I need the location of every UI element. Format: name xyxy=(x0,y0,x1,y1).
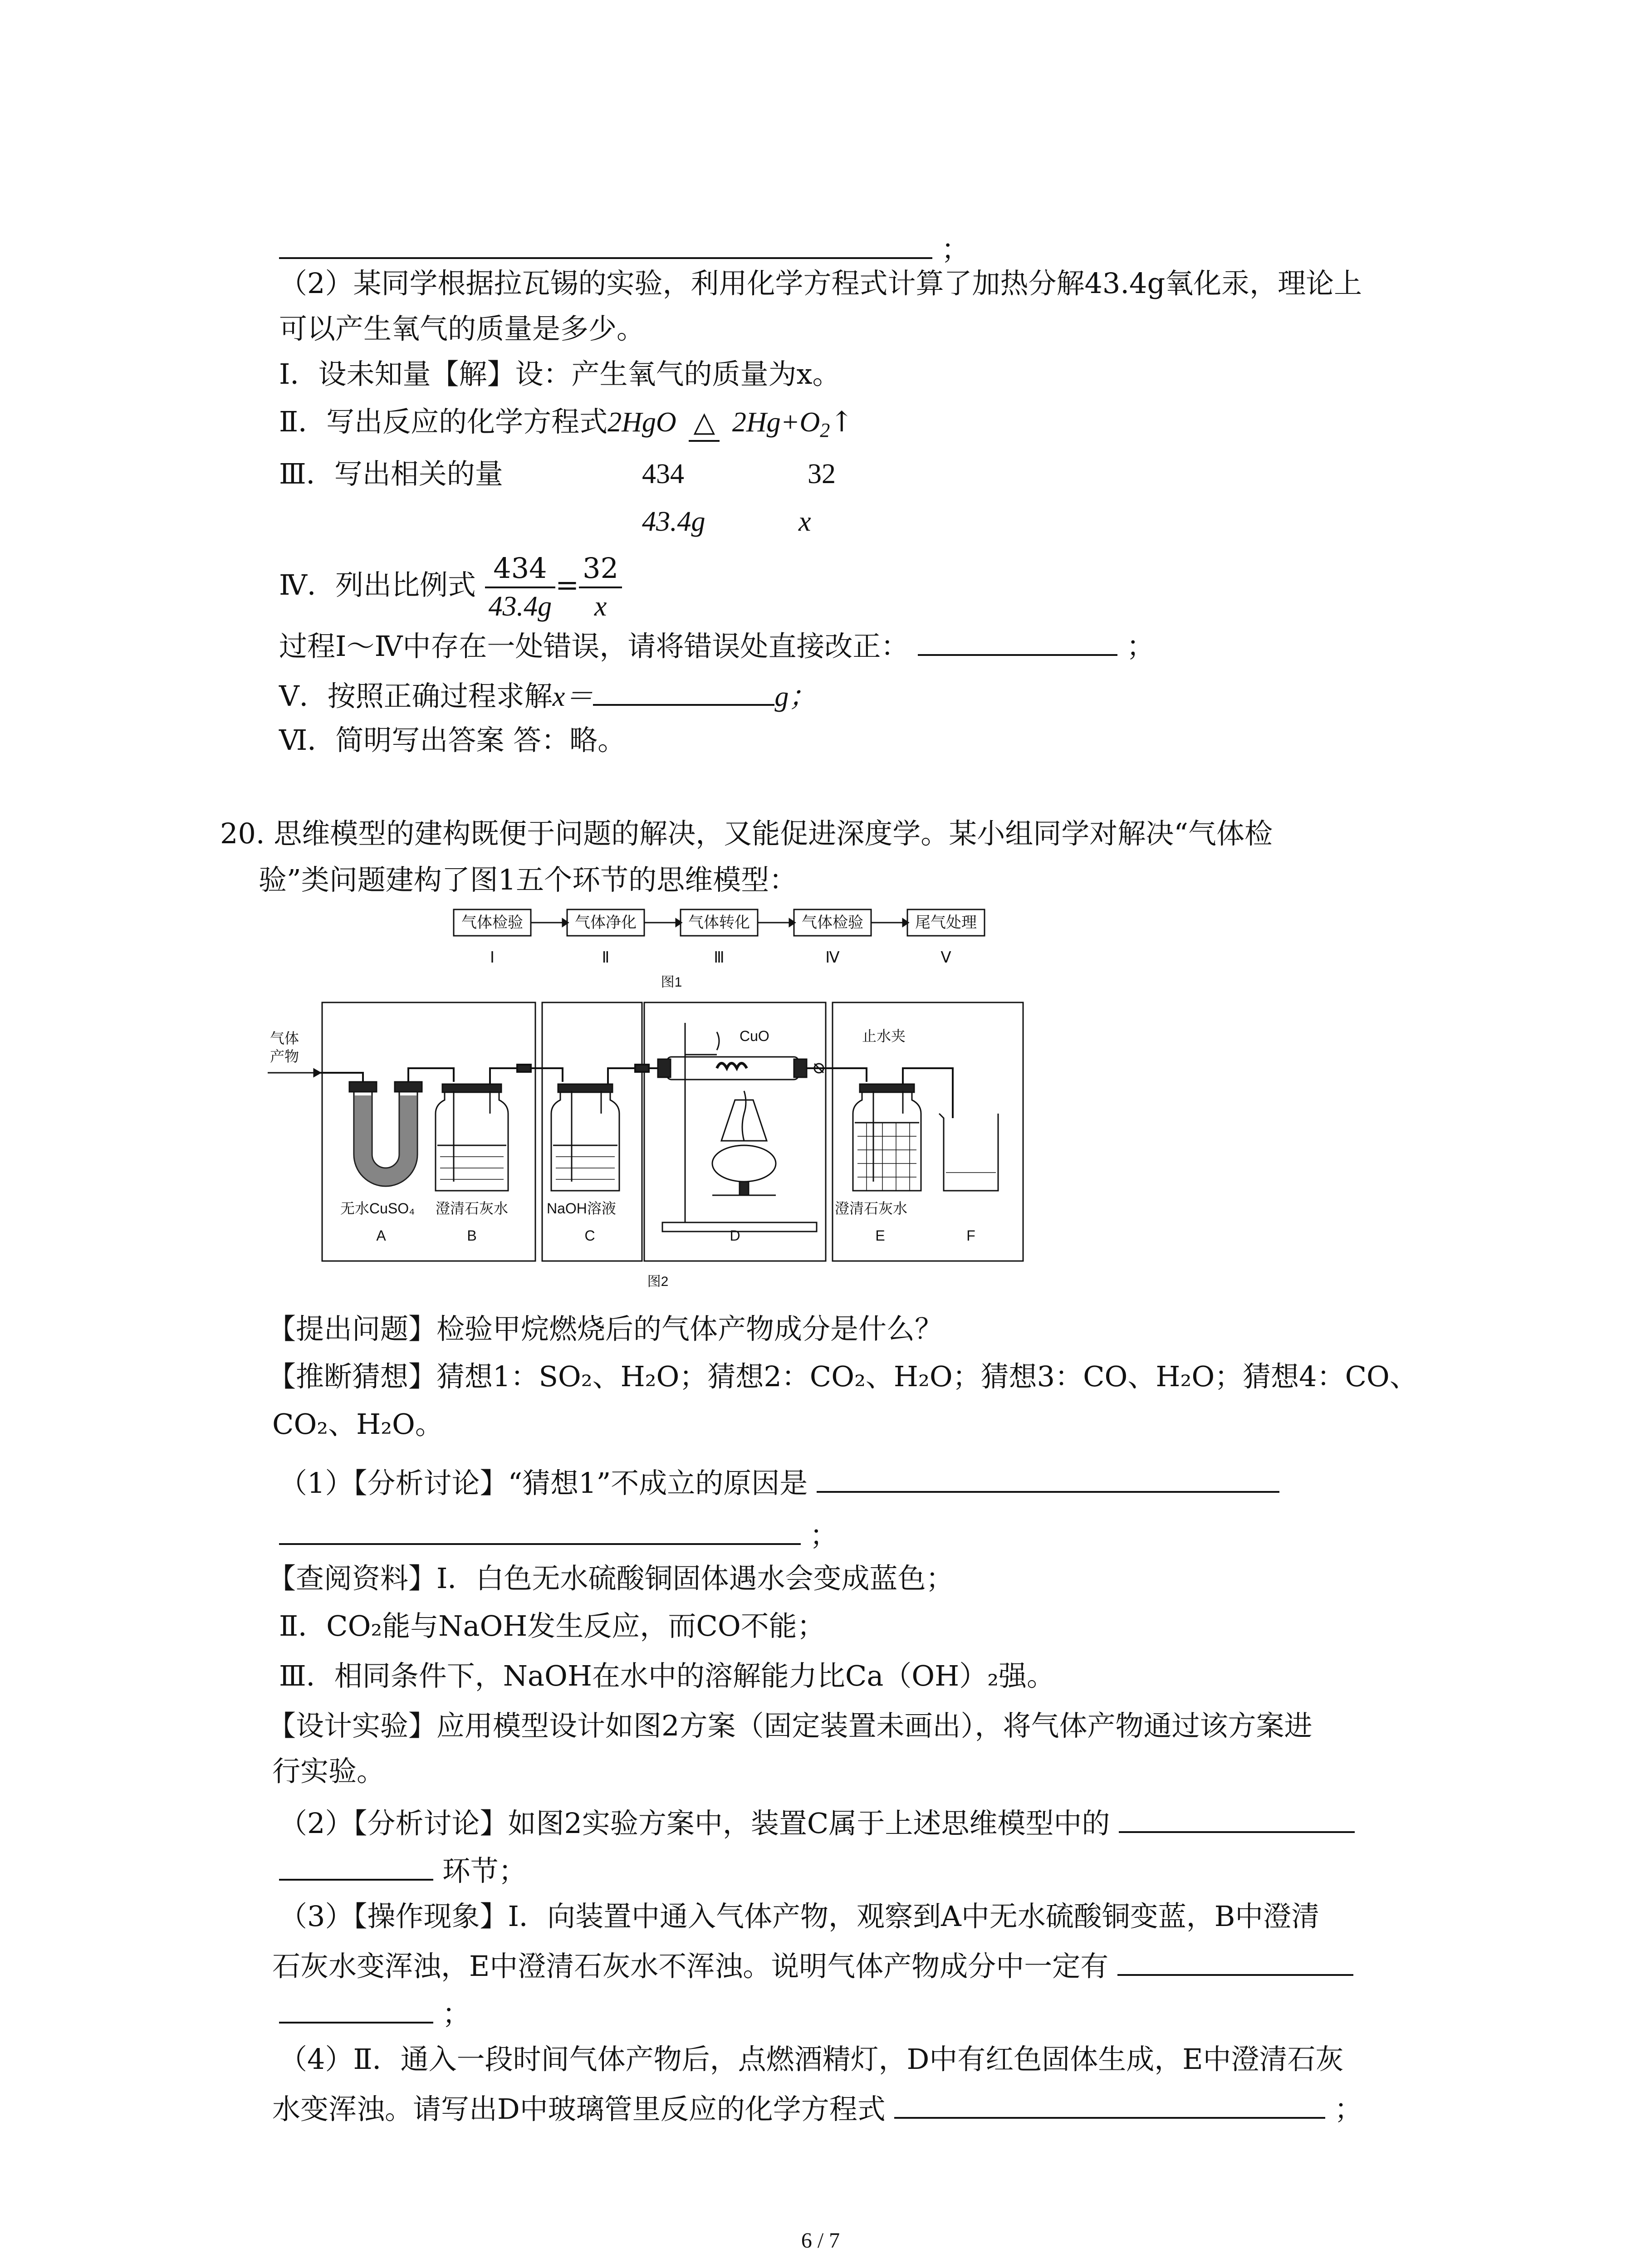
answer-blank[interactable] xyxy=(593,676,774,706)
mass-o2: 32 xyxy=(808,459,836,489)
bottle-e xyxy=(853,1084,921,1191)
flow-step-label: 气体净化 xyxy=(575,914,637,931)
page-number: 6 / 7 xyxy=(801,2229,840,2253)
part3-line1: （3）【操作现象】Ⅰ．向装置中通入气体产物，观察到A中无水硫酸铜变蓝，B中澄清 xyxy=(279,1900,1320,1933)
apparatus-letter: B xyxy=(467,1227,477,1244)
gas-input-label: 气体 xyxy=(270,1030,299,1046)
q20-intro-2: 验”类问题建构了图1五个环节的思维模型： xyxy=(259,863,798,896)
bottle-b xyxy=(436,1084,508,1191)
apparatus-label: 澄清石灰水 xyxy=(436,1200,509,1217)
fraction-2: $\frac{32}{x}$ xyxy=(579,550,622,625)
bottle-c xyxy=(551,1084,619,1191)
answer-blank[interactable] xyxy=(279,1515,801,1545)
answer-line-0: ； xyxy=(279,229,970,268)
flow-numeral: Ⅱ xyxy=(602,949,610,966)
flow-step-5 xyxy=(907,909,985,966)
fraction-1: $\frac{434}{43.4g}$ xyxy=(485,550,556,625)
step-6: Ⅵ．简明写出答案 答：略。 xyxy=(279,723,626,757)
info-1: 【查阅资料】Ⅰ．白色无水硫酸铜固体遇水会变成蓝色； xyxy=(268,1562,954,1595)
step-3-quantities: Ⅲ．写出相关的量 xyxy=(279,457,503,490)
error-correction-line: 过程Ⅰ～Ⅳ中存在一处错误，请将错误处直接改正： ； xyxy=(279,626,1155,665)
flow-step-1 xyxy=(454,909,531,966)
clamp-label: 止水夹 xyxy=(862,1028,906,1044)
combustion-tube-d xyxy=(658,1023,817,1232)
apparatus-letter: C xyxy=(584,1227,595,1244)
flow-numeral: Ⅳ xyxy=(825,949,840,966)
answer-blank[interactable] xyxy=(1117,1946,1353,1976)
flow-step-2 xyxy=(567,909,644,966)
apparatus-letter: F xyxy=(966,1227,975,1244)
answer-blank[interactable] xyxy=(279,229,932,259)
mass-hgo: 434 xyxy=(642,459,684,489)
design-2: 行实验。 xyxy=(272,1755,385,1788)
heat-condition: △ xyxy=(689,404,720,442)
step-1: Ⅰ．设未知量【解】设：产生氧气的质量为x。 xyxy=(279,357,841,391)
part2-question: （2）【分析讨论】如图2实验方案中，装置C属于上述思维模型中的 xyxy=(279,1803,1355,1842)
apparatus-label: 无水CuSO₄ xyxy=(340,1200,415,1217)
actual-hgo: 43.4g xyxy=(642,506,705,537)
design-1: 【设计实验】应用模型设计如图2方案（固定装置未画出），将气体产物通过该方案进 xyxy=(268,1709,1313,1742)
apparatus-label: 澄清石灰水 xyxy=(835,1200,908,1217)
info-3: Ⅲ．相同条件下，NaOH在水中的溶解能力比Ca（OH）₂强。 xyxy=(279,1659,1055,1692)
beaker-f xyxy=(939,1114,998,1191)
cuo-label: CuO xyxy=(740,1028,769,1044)
q19-part2-line1: （2）某同学根据拉瓦锡的实验，利用化学方程式计算了加热分解43.4g氧化汞，理论上 xyxy=(279,267,1362,300)
apparatus-letter: A xyxy=(376,1227,386,1244)
u-tube-a xyxy=(349,1082,422,1186)
part4-line1: （4）Ⅱ．通入一段时间气体产物后，点燃酒精灯，D中有红色固体生成，E中澄清石灰 xyxy=(279,2043,1344,2076)
part3-continuation: ； xyxy=(279,1994,470,2032)
info-2: Ⅱ．CO₂能与NaOH发生反应，而CO不能； xyxy=(279,1609,825,1642)
input-arrow-icon xyxy=(268,1069,320,1076)
figure1-caption: 图1 xyxy=(661,975,682,990)
part3-line2: 石灰水变浑浊，E中澄清石灰水不浑浊。说明气体产物成分中一定有 xyxy=(272,1946,1353,1984)
svg-text:产物: 产物 xyxy=(270,1048,299,1065)
flow-step-label: 气体转化 xyxy=(688,914,750,931)
hypotheses-2: CO₂、H₂O。 xyxy=(272,1408,443,1441)
answer-blank[interactable] xyxy=(279,1994,433,2024)
flow-numeral: Ⅲ xyxy=(714,949,725,966)
step-2-equation: Ⅱ．写出反应的化学方程式2HgO △ $2Hg+O_2↑$ xyxy=(279,404,853,449)
answer-blank[interactable] xyxy=(1119,1803,1355,1833)
step-4-proportion: Ⅳ．列出比例式 $\frac{434}{43.4g}$ = $\frac{32}{x}$ xyxy=(279,544,622,626)
step-5: Ⅴ．按照正确过程求解x＝ g； xyxy=(279,676,817,715)
actual-o2: x xyxy=(798,506,811,537)
part2-continuation: 环节； xyxy=(279,1851,527,1889)
part1-continuation: ； xyxy=(279,1515,838,1554)
answer-blank[interactable] xyxy=(918,626,1117,656)
q19-part2-line2: 可以产生氧气的质量是多少。 xyxy=(279,312,645,345)
figure1-flow xyxy=(454,909,985,990)
apparatus-letter: D xyxy=(730,1227,740,1244)
flow-step-3 xyxy=(681,909,758,966)
part4-line2: 水变浑浊。请写出D中玻璃管里反应的化学方程式 ； xyxy=(272,2089,1362,2127)
flow-step-label: 尾气处理 xyxy=(915,914,977,931)
flow-numeral: Ⅰ xyxy=(490,949,495,966)
part1-question: （1）【分析讨论】“猜想1”不成立的原因是 xyxy=(279,1463,1279,1501)
apparatus-letter: E xyxy=(875,1227,885,1244)
ask-question: 【提出问题】检验甲烷燃烧后的气体产物成分是什么？ xyxy=(268,1312,943,1345)
figure2-apparatus xyxy=(268,1002,1023,1289)
apparatus-label: NaOH溶液 xyxy=(547,1200,616,1217)
flow-step-label: 气体检验 xyxy=(461,914,523,931)
answer-blank[interactable] xyxy=(279,1851,433,1881)
figure2-caption: 图2 xyxy=(647,1274,669,1289)
flow-numeral: Ⅴ xyxy=(941,949,951,966)
answer-blank[interactable] xyxy=(894,2089,1325,2119)
q20-intro-1: 20. 思维模型的建构既便于问题的解决，又能促进深度学。某小组同学对解决“气体检 xyxy=(220,817,1273,850)
flow-step-4 xyxy=(794,909,871,966)
answer-blank[interactable] xyxy=(817,1463,1279,1493)
flow-step-label: 气体检验 xyxy=(802,914,863,931)
hypotheses-1: 【推断猜想】猜想1：SO₂、H₂O；猜想2：CO₂、H₂O；猜想3：CO、H₂O；猜想4：CO、 xyxy=(268,1360,1418,1393)
experiment-figure xyxy=(263,900,1062,1295)
